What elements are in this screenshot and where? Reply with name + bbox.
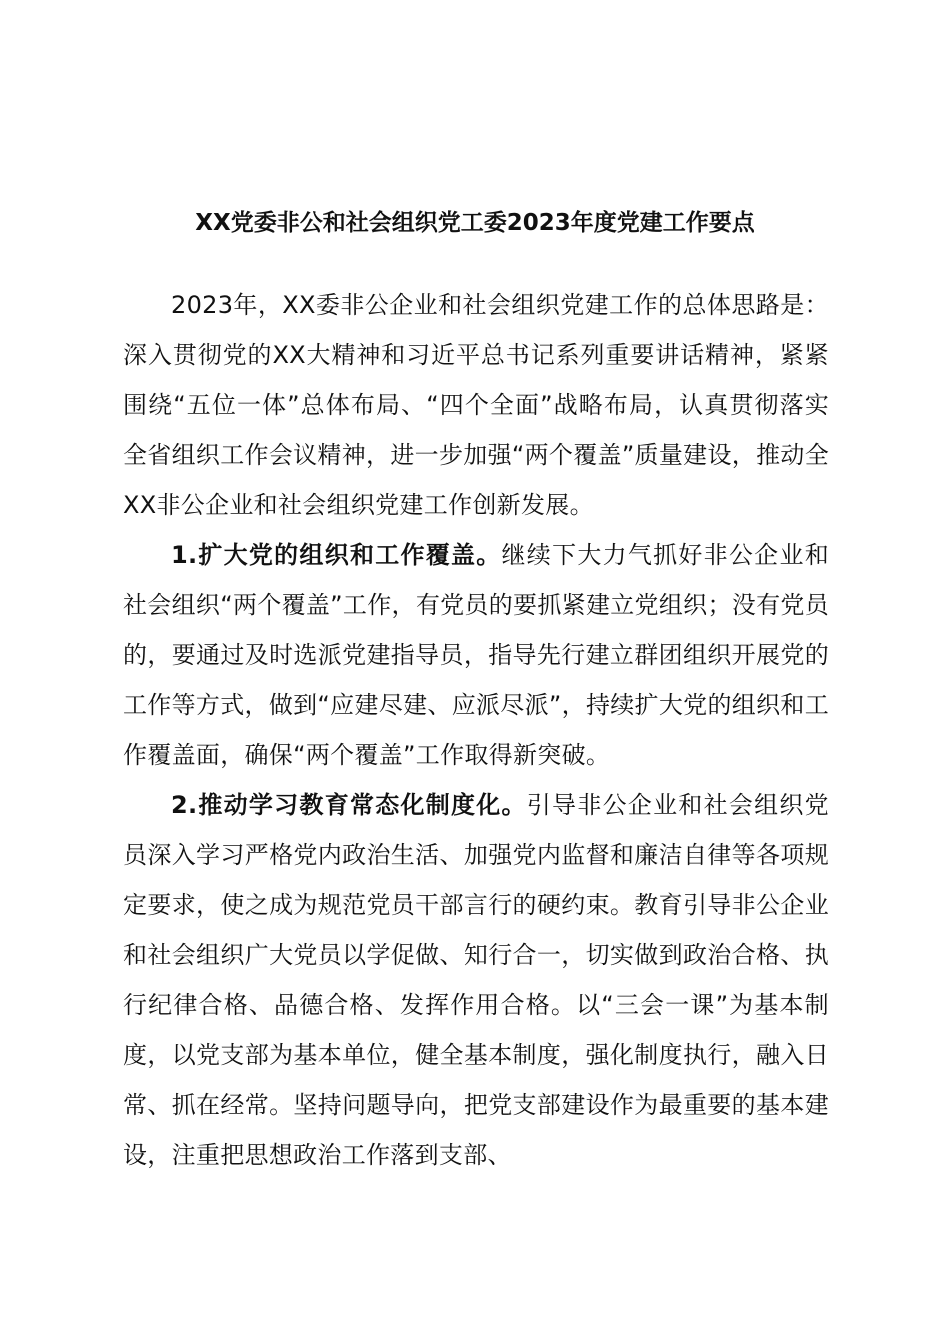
intro-paragraph [123, 280, 829, 530]
section-1-paragraph [123, 530, 829, 780]
section-2-paragraph [123, 780, 829, 1180]
document-body [123, 280, 829, 1180]
section-2-text: 引导非公企业和社会组织党员深入学习严格党内政治生活、加强党内监督和廉洁自律等各项规定要求，使之成为规范党员干部言行的硬约束。教育引导非公企业和社会组织广大党员以学促做、知行合一，切实做到政治合格、执行纪律合格、品德合格、发挥作用合格。以“三会一课”为基本制度，以党支部为基本单位，健全基本制度，强化制度执行，融入日常、抓在经常。坚持问题导向，把党支部建设作为最重要的基本建设，注重把思想政治工作落到支部、 [123, 791, 829, 1169]
section-1-text: 继续下大力气抓好非公企业和社会组织“两个覆盖”工作，有党员的要抓紧建立党组织；没有党员的，要通过及时选派党建指导员，指导先行建立群团组织开展党的工作等方式，做到“应建尽建、应派尽派”，持续扩大党的组织和工作覆盖面，确保“两个覆盖”工作取得新突破。 [123, 541, 830, 769]
intro-paragraph-text: 2023年，XX委非公企业和社会组织党建工作的总体思路是：深入贯彻党的XX大精神和习近平总书记系列重要讲话精神，紧紧围绕“五位一体”总体布局、“四个全面”战略布局，认真贯彻落实全省组织工作会议精神，进一步加强“两个覆盖”质量建设，推动全XX非公企业和社会组织党建工作创新发展。 [123, 291, 829, 519]
document-title: XX党委非公和社会组织党工委2023年度党建工作要点 [195, 210, 755, 236]
section-2-heading: 2.推动学习教育常态化制度化。 [171, 791, 527, 819]
section-1-heading: 1.扩大党的组织和工作覆盖。 [171, 541, 502, 569]
